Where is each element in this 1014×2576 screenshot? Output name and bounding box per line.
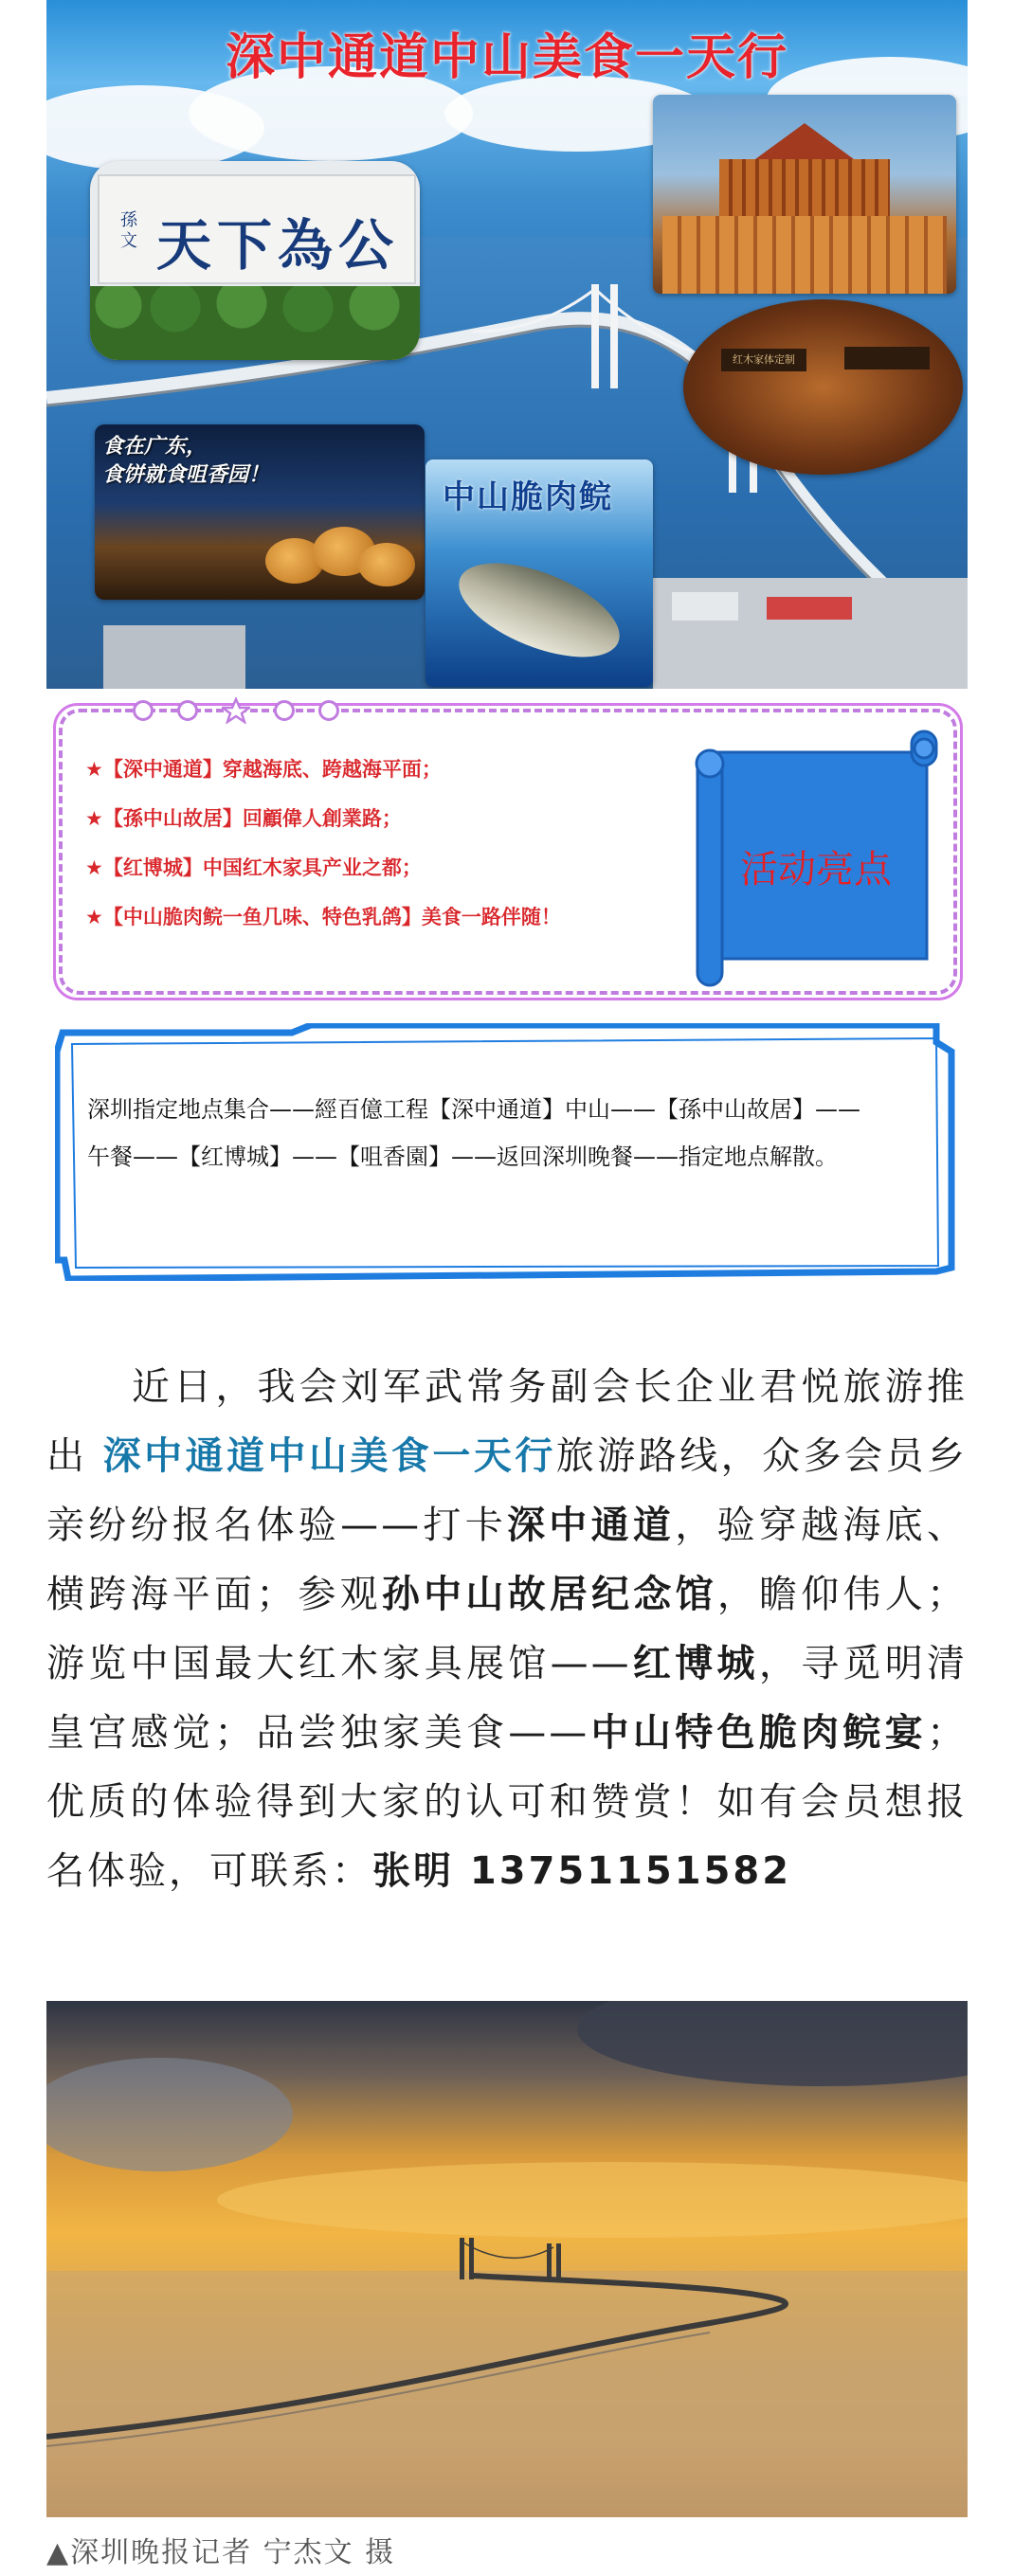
- city-caption-line: 食在广东，: [102, 434, 208, 459]
- city-caption: [102, 432, 269, 489]
- article-bold-text: 深中通道: [507, 1504, 676, 1547]
- hedge: [90, 286, 420, 360]
- palace-base: [662, 216, 947, 294]
- article-text: 近日，我会刘军武常务副会长企业君悦旅游推出: [46, 1365, 968, 1478]
- city-caption-line: 食饼就食咀香园！: [102, 462, 270, 487]
- ornament-circle: [177, 700, 198, 721]
- article-bold-text: 孙中山故居纪念馆: [381, 1573, 717, 1616]
- article-text: ，验穿越海底、横跨海平面；参观: [46, 1504, 969, 1616]
- mooncake: [358, 543, 415, 586]
- article-body: [46, 1353, 968, 1906]
- palace-photo: [653, 95, 956, 294]
- highlight-item: ★【红博城】中国红木家具产业之都；: [85, 856, 422, 879]
- calligraphy-board: [98, 174, 416, 284]
- shop-sign-2: [844, 347, 930, 369]
- contact-info: 张明 13751151582: [372, 1849, 792, 1893]
- sunset-illustration: [46, 2001, 968, 2517]
- photo-caption: ▲深圳晚报记者 宁杰文 摄: [46, 2536, 396, 2569]
- route-line: 午餐——【红博城】——【咀香園】——返回深圳晚餐——指定地点解散。: [87, 1144, 838, 1170]
- signature-text: 孫文: [120, 210, 137, 251]
- article-text: ，寻觅明清皇宫感觉；品尝独家美食——: [46, 1642, 969, 1755]
- article-text: 旅游路线，众多会员乡亲纷纷报名体验——打卡: [46, 1434, 969, 1547]
- crisp-fish-photo: [426, 459, 653, 687]
- poster-title: 深中通道中山美食一天行: [225, 29, 788, 86]
- article-bold-text: 中山特色脆肉鲩宴: [589, 1711, 928, 1755]
- article-paragraph: [46, 1353, 968, 1906]
- highlight-item: ★【孫中山故居】回顧偉人創業路；: [85, 807, 402, 830]
- frame-ornament: [133, 697, 358, 720]
- shop-sign: 红木家体定制: [721, 349, 806, 371]
- scroll-label: 活动亮点: [740, 848, 892, 892]
- article-text: ，瞻仰伟人；游览中国最大红木家具展馆——: [46, 1573, 969, 1685]
- city-mooncake-photo: [95, 424, 425, 600]
- route-description: [87, 1086, 940, 1180]
- bridge-sunset-photo: [46, 2001, 968, 2517]
- fish-illustration: [446, 544, 632, 676]
- fish-title: 中山脆肉鲩: [443, 478, 613, 516]
- palace-roof: [743, 123, 866, 159]
- palace-body: [719, 159, 890, 216]
- highlight-item: ★【中山脆肉鲩一鱼几味、特色乳鸽】美食一路伴随！: [85, 906, 561, 928]
- poster-banner: [46, 0, 968, 689]
- ornament-circle: [133, 700, 154, 721]
- tianxia-weigong-photo: [90, 161, 420, 360]
- highlights-scroll-banner: [688, 726, 944, 987]
- article-bold-text: 红博城: [631, 1642, 759, 1685]
- article-text: ；优质的体验得到大家的认可和赞赏！如有会员想报名体验，可联系：: [46, 1711, 969, 1893]
- ornament-star-icon: [222, 697, 250, 724]
- highlights-list: [85, 754, 673, 951]
- route-line: 深圳指定地点集合——經百億工程【深中通道】中山——【孫中山故居】——: [87, 1096, 860, 1123]
- route-name-highlight: 深中通道中山美食一天行: [102, 1434, 556, 1478]
- calligraphy-text: 天下為公: [156, 213, 400, 278]
- mahogany-shop-photo: [683, 299, 963, 475]
- ornament-circle: [274, 700, 295, 721]
- ornament-circle: [318, 700, 339, 721]
- highlight-item: ★【深中通道】穿越海底、跨越海平面；: [85, 758, 442, 781]
